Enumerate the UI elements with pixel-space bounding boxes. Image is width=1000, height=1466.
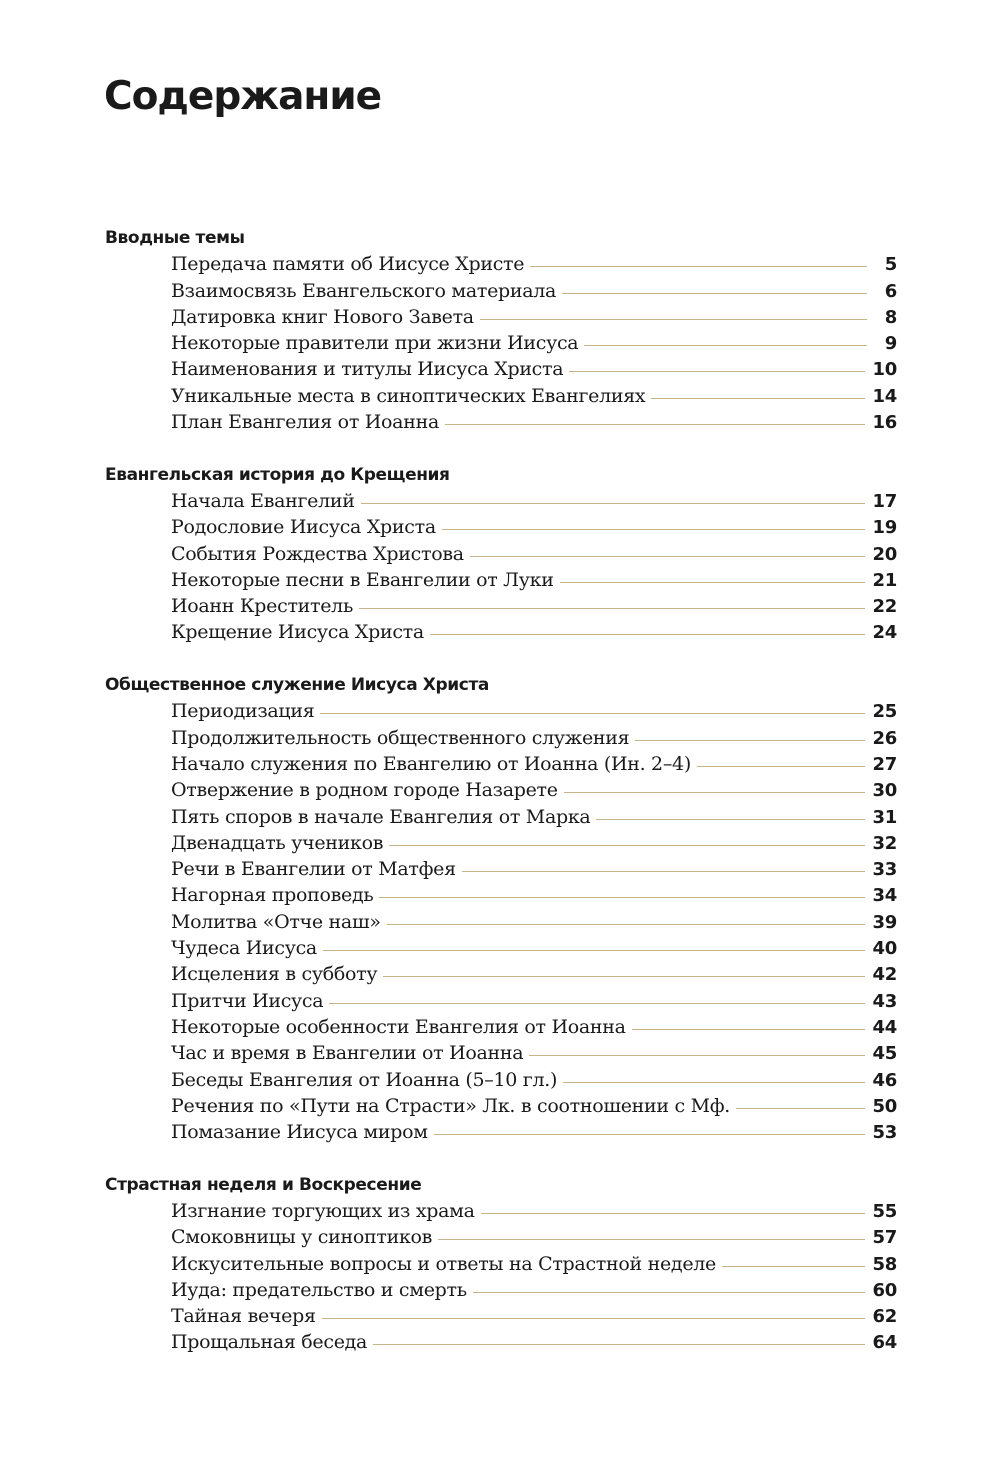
entry-title: План Евангелия от Иоанна — [171, 411, 439, 434]
toc-section — [105, 225, 897, 435]
entry-title: Некоторые правители при жизни Иисуса — [171, 332, 579, 355]
toc-entry[interactable] — [105, 304, 897, 330]
page-number: 5 — [884, 254, 897, 276]
toc-entry[interactable] — [105, 698, 897, 724]
entry-title: Нагорная проповедь — [171, 884, 374, 907]
page-number: 22 — [872, 596, 897, 618]
entry-title: Начало служения по Евангелию от Иоанна (Ин. 2–4) — [171, 752, 691, 775]
toc-section — [105, 462, 897, 646]
toc-entry[interactable] — [105, 961, 897, 987]
leader-line — [323, 950, 865, 951]
leader-line — [445, 424, 865, 425]
entry-title: Пять споров в начале Евангелия от Марка — [171, 805, 591, 828]
entry-title: Родословие Иисуса Христа — [171, 516, 436, 539]
toc-entry[interactable] — [105, 383, 897, 409]
entry-title: Наименования и титулы Иисуса Христа — [171, 358, 564, 381]
page-number: 40 — [872, 938, 897, 960]
toc-entry[interactable] — [105, 1329, 897, 1355]
page-number: 10 — [872, 359, 897, 381]
page-number: 9 — [884, 333, 897, 355]
page-number: 50 — [872, 1095, 897, 1117]
entry-title: Начала Евангелий — [171, 489, 355, 512]
leader-line — [320, 713, 864, 714]
leader-line — [480, 319, 867, 320]
page-number: 16 — [872, 412, 897, 434]
toc-entry[interactable] — [105, 593, 897, 619]
page-number: 53 — [872, 1122, 897, 1144]
toc-entry[interactable] — [105, 751, 897, 777]
entry-title: Некоторые песни в Евангелии от Луки — [171, 568, 554, 591]
page-number: 14 — [872, 385, 897, 407]
leader-line — [530, 266, 867, 267]
entry-title: Периодизация — [171, 700, 315, 723]
page-number: 60 — [872, 1279, 897, 1301]
toc-entry[interactable] — [105, 1251, 897, 1277]
entry-title: Датировка книг Нового Завета — [171, 305, 474, 328]
leader-line — [697, 766, 865, 767]
toc-entry[interactable] — [105, 1303, 897, 1329]
leader-line — [736, 1108, 865, 1109]
leader-line — [442, 529, 865, 530]
page-number: 25 — [872, 701, 897, 723]
leader-line — [361, 503, 865, 504]
leader-line — [635, 740, 864, 741]
toc-entry[interactable] — [105, 909, 897, 935]
page-number: 44 — [872, 1016, 897, 1038]
entry-title: Передача памяти об Иисусе Христе — [171, 253, 525, 276]
toc-entry[interactable] — [105, 541, 897, 567]
page-number: 26 — [872, 727, 897, 749]
entry-title: Изгнание торгующих из храма — [171, 1199, 475, 1222]
toc-entry[interactable] — [105, 356, 897, 382]
leader-line — [389, 845, 864, 846]
leader-line — [529, 1055, 864, 1056]
toc-entry[interactable] — [105, 1224, 897, 1250]
toc-entry[interactable] — [105, 1067, 897, 1093]
entry-title: Молитва «Отче наш» — [171, 910, 381, 933]
toc-entry[interactable] — [105, 619, 897, 645]
entry-title: Взаимосвязь Евангельского материала — [171, 279, 557, 302]
page-number: 31 — [872, 806, 897, 828]
leader-line — [562, 293, 867, 294]
entry-title: События Рождества Христова — [171, 542, 464, 565]
page-title: Содержание — [104, 74, 382, 119]
entry-title: Речения по «Пути на Страсти» Лк. в соотношении с Мф. — [171, 1094, 731, 1117]
page-number: 58 — [872, 1253, 897, 1275]
toc-entry[interactable] — [105, 1093, 897, 1119]
page-number: 6 — [884, 280, 897, 302]
page-number: 43 — [872, 990, 897, 1012]
page-number: 32 — [872, 832, 897, 854]
leader-line — [379, 897, 864, 898]
leader-line — [434, 1134, 865, 1135]
toc-entry[interactable] — [105, 330, 897, 356]
entry-title: Час и время в Евангелии от Иоанна — [171, 1042, 524, 1065]
toc-entry[interactable] — [105, 777, 897, 803]
section-heading: Общественное служение Иисуса Христа — [105, 675, 489, 696]
leader-line — [383, 976, 864, 977]
leader-line — [387, 924, 865, 925]
entry-title: Отвержение в родном городе Назарете — [171, 779, 558, 802]
toc-entry[interactable] — [105, 488, 897, 514]
entry-title: Прощальная беседа — [171, 1331, 368, 1354]
leader-line — [359, 608, 865, 609]
leader-line — [564, 792, 865, 793]
leader-line — [322, 1318, 865, 1319]
leader-line — [470, 556, 865, 557]
section-heading: Евангельская история до Крещения — [105, 464, 450, 485]
toc-entry[interactable] — [105, 1040, 897, 1066]
toc-entry[interactable] — [105, 567, 897, 593]
leader-line — [438, 1239, 864, 1240]
toc-entry[interactable] — [105, 514, 897, 540]
toc-entry[interactable] — [105, 1277, 897, 1303]
page-number: 30 — [872, 780, 897, 802]
page-number: 33 — [872, 859, 897, 881]
page-number: 46 — [872, 1069, 897, 1091]
entry-title: Смоковницы у синоптиков — [171, 1226, 433, 1249]
entry-title: Беседы Евангелия от Иоанна (5–10 гл.) — [171, 1068, 558, 1091]
entry-title: Продолжительность общественного служения — [171, 726, 630, 749]
leader-line — [473, 1292, 865, 1293]
entry-title: Помазание Иисуса миром — [171, 1121, 428, 1144]
toc-entry[interactable] — [105, 830, 897, 856]
page-number: 24 — [872, 622, 897, 644]
page-number: 62 — [872, 1306, 897, 1328]
entry-title: Тайная вечеря — [171, 1305, 316, 1328]
page-number: 17 — [872, 490, 897, 512]
entry-title: Двенадцать учеников — [171, 831, 384, 854]
entry-title: Иуда: предательство и смерть — [171, 1278, 467, 1301]
leader-line — [373, 1344, 864, 1345]
entry-title: Искусительные вопросы и ответы на Страстной неделе — [171, 1252, 716, 1275]
toc-entry[interactable] — [105, 1198, 897, 1224]
toc-entry[interactable] — [105, 856, 897, 882]
leader-line — [596, 819, 864, 820]
page-number: 42 — [872, 964, 897, 986]
leader-line — [563, 1082, 864, 1083]
leader-line — [569, 371, 864, 372]
toc-entry[interactable] — [105, 882, 897, 908]
toc-entry[interactable] — [105, 725, 897, 751]
leader-line — [722, 1266, 865, 1267]
entry-title: Притчи Иисуса — [171, 989, 324, 1012]
toc-entry[interactable] — [105, 935, 897, 961]
toc-section — [105, 1172, 897, 1356]
page-number: 27 — [872, 753, 897, 775]
leader-line — [481, 1213, 865, 1214]
leader-line — [329, 1003, 864, 1004]
leader-line — [462, 871, 865, 872]
toc-entry[interactable] — [105, 278, 897, 304]
section-heading: Вводные темы — [105, 228, 245, 248]
page-number: 45 — [872, 1043, 897, 1065]
leader-line — [430, 634, 865, 635]
section-heading: Страстная неделя и Воскресение — [105, 1174, 422, 1195]
page-number: 8 — [884, 306, 897, 328]
toc-entry[interactable] — [105, 1014, 897, 1040]
leader-line — [651, 398, 864, 399]
entry-title: Крещение Иисуса Христа — [171, 621, 424, 644]
toc-entry[interactable] — [105, 988, 897, 1014]
table-of-contents — [105, 225, 897, 1382]
toc-entry[interactable] — [105, 804, 897, 830]
toc-section — [105, 672, 897, 1145]
entry-title: Исцеления в субботу — [171, 963, 378, 986]
leader-line — [560, 582, 865, 583]
page-number: 39 — [872, 911, 897, 933]
page-number: 57 — [872, 1227, 897, 1249]
page-number: 34 — [872, 885, 897, 907]
toc-entry[interactable] — [105, 251, 897, 277]
page-number: 21 — [872, 569, 897, 591]
entry-title: Речи в Евангелии от Матфея — [171, 858, 456, 881]
page-number: 64 — [872, 1332, 897, 1354]
leader-line — [584, 345, 867, 346]
toc-entry[interactable] — [105, 1119, 897, 1145]
page-number: 20 — [872, 543, 897, 565]
entry-title: Уникальные места в синоптических Евангелиях — [171, 384, 646, 407]
page-number: 55 — [872, 1200, 897, 1222]
leader-line — [632, 1029, 865, 1030]
page-number: 19 — [872, 517, 897, 539]
entry-title: Чудеса Иисуса — [171, 937, 317, 960]
entry-title: Иоанн Креститель — [171, 595, 353, 618]
entry-title: Некоторые особенности Евангелия от Иоанна — [171, 1015, 626, 1038]
toc-entry[interactable] — [105, 409, 897, 435]
